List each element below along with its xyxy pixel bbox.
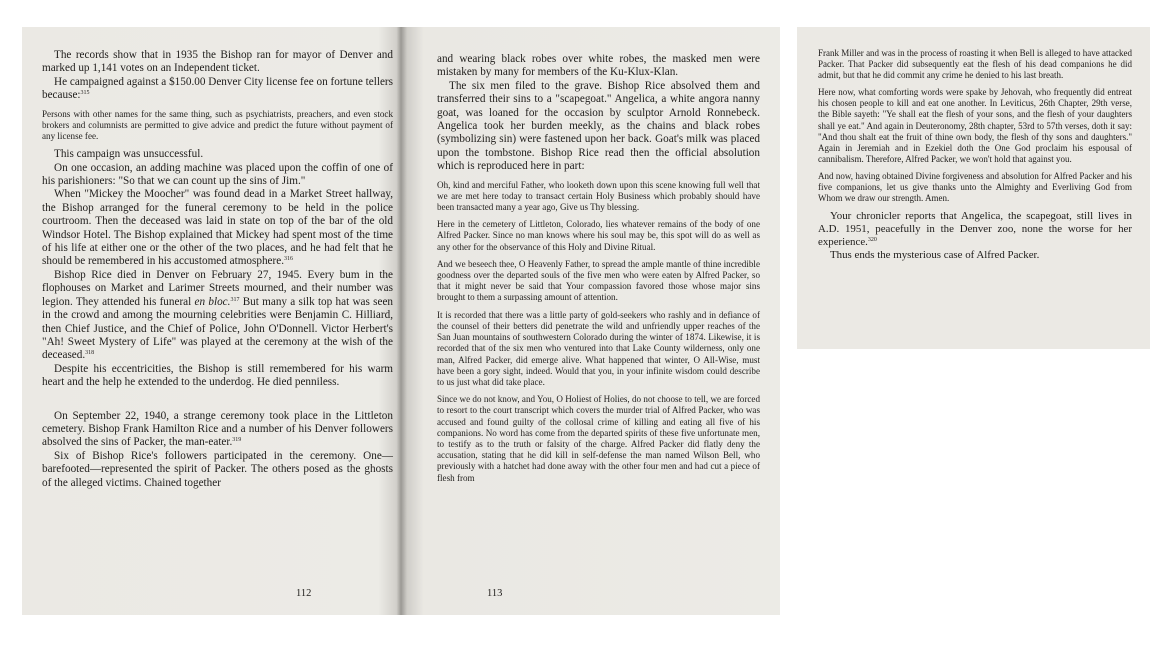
paragraph: The records show that in 1935 the Bishop ran for mayor of Denver and marked up 1,141 votes on an Independent ticket. bbox=[42, 49, 393, 75]
block-quote: Oh, kind and merciful Father, who looketh down upon this scene knowing full well that we are met here today to transact certain Holy Business which probably should have been transacted many a year ago, Give us Thy blessing. bbox=[437, 179, 760, 213]
paragraph: This campaign was unsuccessful. bbox=[54, 148, 204, 161]
footnote-ref: 319 bbox=[232, 437, 242, 444]
block-quote: Here in the cemetery of Littleton, Colorado, lies whatever remains of the body of one Alfred Packer. Since no man knows where his soul may be, this spot will do as well as any other for the observance of this Holy and Divine Ritual. bbox=[437, 219, 760, 252]
paragraph: Despite his eccentricities, the Bishop is still remembered for his warm heart and the help he extended to the underdog. He died penniless. bbox=[42, 362, 393, 389]
page-number: 112 bbox=[296, 588, 312, 599]
paragraph: Bishop Rice died in Denver on February 27, 1945. Every bum in the flophouses on Market and Larimer Streets mourned, and their number was legion. They attended his funeral en bloc.$^{317}$ But many a silk top hat was seen in the crowd and among the mourning celebrities were Benjamin C. Hilliard, then Chief Justice, and the Chief of Police, John O'Donnell. Victor Herbert's "Ah! Sweet Mystery of Life" was played at the ceremony at the wish of the deceased.$^{318}$ bbox=[42, 268, 394, 362]
paragraph: On September 22, 1940, a strange ceremony took place in the Littleton cemetery. Bishop Frank Hamilton Rice and a number of his Denver followers absolved the sins of Packer, the man-eater.$^{319}$ bbox=[42, 409, 393, 449]
block-quote: And now, having obtained Divine forgiveness and absolution for Alfred Packer and his five companions, let us give thanks unto the Almighty and Everliving God from Whom we draw our strength. Amen. bbox=[818, 170, 1132, 204]
page-112 bbox=[22, 27, 401, 615]
footnote-ref: 316 bbox=[284, 256, 294, 263]
paragraph: Your chronicler reports that Angelica, the scapegoat, still lives in A.D. 1951, peacefully in the Denver zoo, none the worse for her experience.$^{320}$ bbox=[818, 210, 1132, 249]
block-quote: Frank Miller and was in the process of roasting it when Bell is alleged to have attacked Packer. That Packer did subsequently eat the flesh of his dead companions he did admit, but that he did commit any crime he denied to his last breath. bbox=[818, 48, 1132, 81]
footnote-ref: 317 bbox=[230, 296, 240, 303]
block-quote: It is recorded that there was a little party of gold-seekers who rashly and in defiance of the counsel of their betters did penetrate the wild and unfriendly upper reaches of the San Juan mountains of southwestern Colorado during the winter of 1874. Likewise, it is recorded that of the six men who ventured into that Lake County wilderness, only one man, Alfred Packer, did emerge alive. What happened that winter, O All-Wise, must have been a gory sight, indeed. Would that you, in your infinite wisdom could describe to us just what did take place. bbox=[437, 309, 760, 387]
footnote-ref: 318 bbox=[85, 350, 95, 357]
paragraph: He campaigned against a $150.00 Denver City license fee on fortune tellers because:$^{315}$ bbox=[42, 75, 393, 102]
paragraph: On one occasion, an adding machine was placed upon the coffin of one of his parishioners: "So that we can count up the sins of Jim." bbox=[42, 161, 393, 188]
paragraph: The six men filed to the grave. Bishop Rice absolved them and transferred their sins to a "scapegoat." Angelica, a white angora nanny goat, was loaned for the occasion by sculptor Arnold Ronnebeck. Angelica took her burden meekly, as the chains and black robes (symbolizing sin) were fastened upon her back. Goat's milk was placed upon the tombstone. Bishop Rice read then the official absolution which is reproduced here in part: bbox=[437, 79, 760, 173]
block-quote: Here now, what comforting words were spake by Jehovah, who frequently did entreat his chosen people to kill and eat one another. In Leviticus, 26th Chapter, 29th verse, the Bible sayeth: "Ye shall eat the flesh of your sons, and the flesh of your daughters shall ye eat." And again in Deuteronomy, 28th chapter, 53rd to 57th verses, doth it say: "And thou shalt eat the fruit of thine own body, the flesh of thy sons and daughters." Again in Jeremiah and in Ezekiel doth the One God proclaim his espousal of cannibalism. Therefore, Alfred Packer, we won't hold that against you. bbox=[818, 87, 1132, 164]
page-number: 113 bbox=[487, 588, 503, 599]
block-quote: Since we do not know, and You, O Holiest of Holies, do not choose to tell, we are forced to resort to the court transcript which covers the murder trial of Alfred Packer, who was accused and found guilty of the collosal crime of killing and eating all five of his companions. No word has come from the departed spirits of these five unfortunate men, to testify as to the truth or falsity of the charge. Alfred Packer did flatly deny the accusation, stating that he did kill in self-defense the man named Wilson Bell, who previously with a hatchet had done away with the other four men and had cut a piece of flesh from bbox=[437, 394, 760, 483]
footnote-ref: 315 bbox=[80, 90, 90, 97]
paragraph: When "Mickey the Moocher" was found dead in a Market Street hallway, the Bishop arranged for the funeral ceremony to be held in the police courtroom. Then the deceased was laid in state on top of the bar of the old Windsor Hotel. The Bishop explained that Mickey had spent most of the time of his life at either one or the other of the two places, and he had felt that he should be remembered in his accustomed atmosphere.$^{316}$ bbox=[42, 188, 393, 268]
page-114-clipping bbox=[797, 27, 1150, 349]
paragraph: Thus ends the mysterious case of Alfred Packer. bbox=[830, 249, 1040, 262]
footnote-ref: 320 bbox=[867, 237, 877, 244]
page-113 bbox=[401, 27, 780, 615]
paragraph: Six of Bishop Rice's followers participated in the ceremony. One—barefooted—represented the spirit of Packer. The others posed as the ghosts of the alleged victims. Chained together bbox=[42, 449, 393, 489]
paragraph: and wearing black robes over white robes, the masked men were mistaken by many for members of the Ku-Klux-Klan. bbox=[437, 53, 760, 79]
block-quote: Persons with other names for the same thing, such as psychiatrists, preachers, and even stock brokers and columnists are permitted to give advice and predict the future without payment of any license fee. bbox=[42, 108, 393, 142]
open-book-spread bbox=[22, 27, 780, 615]
block-quote: And we beseech thee, O Heavenly Father, to spread the ample mantle of thine incredible goodness over the departed souls of the five men who were eaten by Alfred Packer, so that it might never be said that Your compassion favored those whose major sins brought to them a surpassing amount of attention. bbox=[437, 258, 760, 303]
